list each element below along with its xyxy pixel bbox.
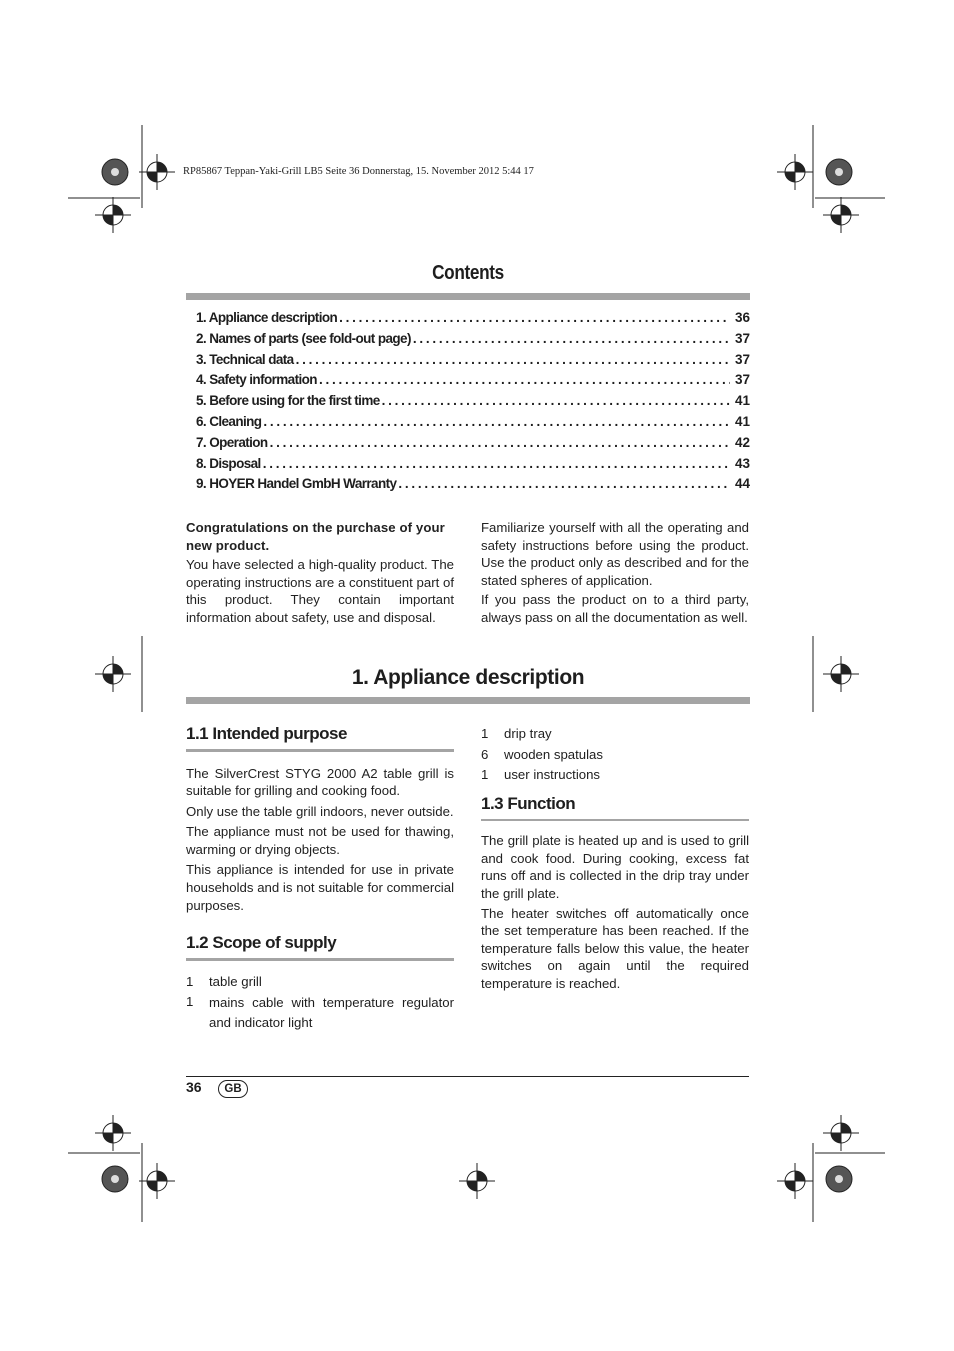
toc-leader — [319, 372, 730, 387]
intro-right-column — [481, 519, 749, 627]
list-item: 6 wooden spatulas — [481, 746, 603, 762]
contents-rule — [186, 293, 750, 300]
left-column — [186, 724, 454, 1036]
toc-item[interactable]: 3. Technical data . . . 37 — [196, 352, 750, 373]
scope-list — [186, 973, 454, 1034]
paragraph: The appliance must not be used for thawing, warming or drying objects. — [186, 824, 454, 857]
toc-leader — [398, 476, 730, 491]
section-rule — [186, 697, 750, 704]
right-column — [481, 725, 749, 993]
toc-leader — [413, 331, 730, 346]
paragraph: The heater switches off automatically once the set temperature has been reached. If the temperature falls below this value, the heater switches on again until the required temperature is reached. — [481, 905, 749, 992]
toc-item[interactable]: 4. Safety information . . . 37 — [196, 372, 750, 393]
toc-item[interactable]: 5. Before using for the first time . . . 41 — [196, 393, 750, 414]
footer-rule — [186, 1076, 749, 1077]
intro-left-column — [186, 519, 454, 627]
paragraph: This appliance is intended for use in private households and is not suitable for commercial purposes. — [186, 862, 454, 913]
list-item: 1 drip tray — [481, 726, 552, 741]
list-item: 1 user instructions — [481, 767, 601, 783]
toc-item[interactable]: 7. Operation . . . 42 — [196, 435, 750, 456]
toc-item[interactable]: 6. Cleaning . . . 41 — [196, 414, 750, 435]
subsection-heading-function: 1.3 Function — [481, 793, 576, 813]
toc-item[interactable]: 8. Disposal . . . 43 — [196, 456, 750, 477]
table-of-contents — [196, 310, 750, 497]
paragraph: The SilverCrest STYG 2000 A2 table grill is suitable for grilling and cooking food. — [186, 765, 454, 799]
toc-leader — [296, 352, 730, 367]
toc-leader — [382, 393, 730, 408]
toc-leader — [263, 456, 730, 471]
print-header: RP85867 Teppan-Yaki-Grill LB5 Seite 36 Donnerstag, 15. November 2012 5:44 17 — [183, 166, 534, 177]
intro-paragraph: If you pass the product on to a third party, always pass on all the documentation as well. — [481, 592, 749, 625]
paragraph: The grill plate is heated up and is used to grill and cook food. During cooking, excess fat runs off and is collected in the drip tray under the grill plate. — [481, 833, 749, 902]
intro-paragraph: You have selected a high-quality product. The operating instructions are a constituent part of this product. They contain important information about safety, use and disposal. — [186, 557, 454, 625]
toc-item[interactable]: 2. Names of parts (see fold-out page) . . . 37 — [196, 331, 750, 352]
subsection-heading-intended-purpose: 1.1 Intended purpose — [186, 724, 347, 743]
subsection-heading-scope-of-supply: 1.2 Scope of supply — [186, 933, 337, 953]
toc-leader — [339, 310, 730, 325]
list-item: 1 mains cable with temperature regulator and indicator light — [186, 994, 454, 1031]
section-title: 1. Appliance description — [351, 666, 585, 689]
page-number: 36 — [186, 1079, 202, 1095]
toc-item[interactable]: 1. Appliance description . . . 36 — [196, 310, 750, 331]
intro-paragraph: Familiarize yourself with all the operating and safety instructions before using the product. Use the product only as described and for the stated spheres of application. — [481, 520, 749, 588]
scope-list-continued — [481, 725, 749, 784]
toc-item[interactable]: 9. HOYER Handel GmbH Warranty . . . 44 — [196, 476, 750, 497]
list-item: 1 table grill — [186, 973, 262, 989]
intro-lead: Congratulations on the purchase of your new product. — [186, 520, 445, 553]
subsection-rule — [186, 958, 454, 961]
paragraph: Only use the table grill indoors, never outside. — [186, 803, 454, 819]
contents-title: Contents — [432, 262, 504, 284]
subsection-rule — [481, 819, 749, 822]
toc-leader — [263, 414, 730, 429]
language-badge: GB — [218, 1080, 248, 1098]
subsection-rule — [186, 749, 454, 752]
toc-leader — [270, 435, 730, 450]
